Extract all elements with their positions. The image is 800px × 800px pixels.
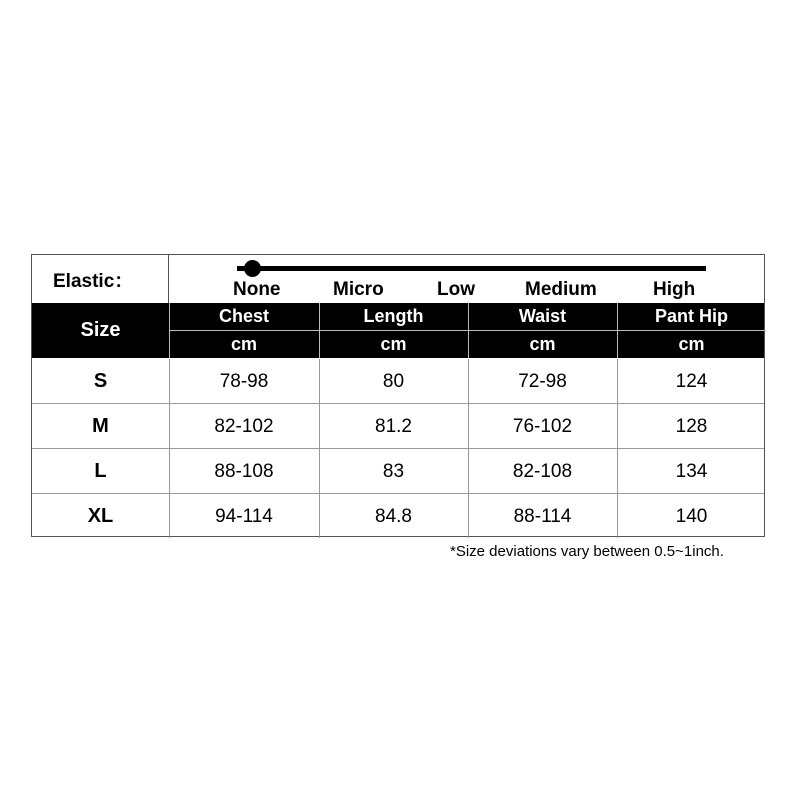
column-unit-waist: cm <box>529 334 556 354</box>
column-divider <box>169 359 170 538</box>
chest-cell: 82-102 <box>214 415 274 437</box>
elastic-level-high: High <box>653 279 696 300</box>
chest-cell: 78-98 <box>219 370 269 392</box>
table-row <box>32 359 764 404</box>
elastic-level-low: Low <box>437 279 475 300</box>
column-unit-length: cm <box>380 334 407 354</box>
length-cell: 84.8 <box>375 505 412 527</box>
table-row <box>32 404 764 449</box>
pant-hip-cell: 124 <box>675 370 708 392</box>
header-col-divider <box>468 303 469 358</box>
elastic-selected-marker <box>244 260 261 277</box>
column-divider <box>468 359 469 538</box>
size-cell: XL <box>87 505 114 527</box>
waist-cell: 72-98 <box>518 370 567 392</box>
elastic-level-none: None <box>233 279 281 300</box>
size-cell: L <box>94 460 107 482</box>
length-cell: 83 <box>382 460 405 482</box>
pant-hip-cell: 140 <box>675 505 708 527</box>
length-cell: 81.2 <box>375 415 412 437</box>
waist-cell: 76-102 <box>512 415 573 437</box>
column-header-waist: Waist <box>518 306 567 326</box>
header-col-divider <box>617 303 618 358</box>
column-header-pant-hip: Pant Hip <box>654 306 728 326</box>
column-divider <box>319 359 320 538</box>
header-col-divider <box>169 303 170 358</box>
elastic-label: Elastic： <box>32 255 169 303</box>
waist-cell: 88-114 <box>513 505 572 527</box>
header-col-divider <box>319 303 320 358</box>
size-header: Size <box>80 319 121 341</box>
table-row <box>32 494 764 539</box>
elastic-level-micro: Micro <box>333 279 384 300</box>
elastic-scale-line <box>237 266 706 271</box>
size-deviation-note: *Size deviations vary between 0.5~1inch. <box>450 543 724 560</box>
column-divider <box>617 359 618 538</box>
column-unit-chest: cm <box>230 334 257 354</box>
pant-hip-cell: 134 <box>675 460 708 482</box>
length-cell: 80 <box>382 370 405 392</box>
size-cell: M <box>92 415 109 437</box>
elastic-row <box>32 255 764 303</box>
waist-cell: 82-108 <box>512 460 573 482</box>
chest-cell: 88-108 <box>214 460 274 482</box>
table-row <box>32 449 764 494</box>
chest-cell: 94-114 <box>215 505 273 527</box>
column-header-chest: Chest <box>218 306 269 326</box>
size-chart <box>31 254 765 537</box>
column-header-length: Length <box>363 306 424 326</box>
table-header <box>32 303 764 358</box>
column-unit-pant-hip: cm <box>678 334 705 354</box>
size-cell: S <box>93 370 108 392</box>
pant-hip-cell: 128 <box>675 415 708 437</box>
elastic-level-medium: Medium <box>525 279 597 300</box>
